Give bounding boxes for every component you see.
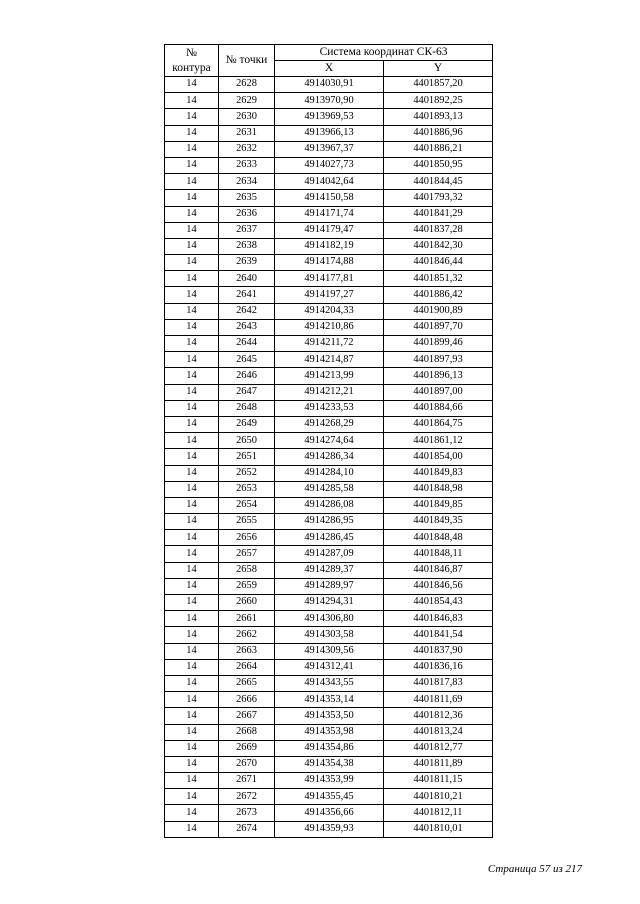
cell-contour: 14	[165, 578, 219, 594]
cell-x: 4914174,88	[275, 255, 384, 271]
table-row	[165, 530, 493, 546]
header-contour-number	[165, 45, 219, 77]
cell-y: 4401886,42	[384, 287, 493, 303]
table-row	[165, 773, 493, 789]
table-row	[165, 368, 493, 384]
cell-x: 4913970,90	[275, 93, 384, 109]
table-row	[165, 643, 493, 659]
cell-contour: 14	[165, 336, 219, 352]
cell-x: 4914177,81	[275, 271, 384, 287]
table-row	[165, 384, 493, 400]
cell-x: 4914289,37	[275, 562, 384, 578]
table-row	[165, 303, 493, 319]
cell-y: 4401810,01	[384, 821, 493, 837]
cell-contour: 14	[165, 659, 219, 675]
cell-contour: 14	[165, 368, 219, 384]
cell-contour: 14	[165, 773, 219, 789]
cell-contour: 14	[165, 724, 219, 740]
table-row	[165, 336, 493, 352]
cell-x: 4914042,64	[275, 174, 384, 190]
cell-point: 2647	[219, 384, 275, 400]
header-contour-number-line1: №	[186, 47, 197, 60]
cell-point: 2642	[219, 303, 275, 319]
cell-contour: 14	[165, 433, 219, 449]
cell-x: 4914353,14	[275, 692, 384, 708]
table-row	[165, 174, 493, 190]
cell-x: 4914286,34	[275, 449, 384, 465]
cell-point: 2638	[219, 238, 275, 254]
cell-y: 4401897,93	[384, 352, 493, 368]
cell-y: 4401817,83	[384, 675, 493, 691]
cell-point: 2651	[219, 449, 275, 465]
table-row	[165, 789, 493, 805]
table-row	[165, 77, 493, 93]
cell-y: 4401846,56	[384, 578, 493, 594]
cell-point: 2636	[219, 206, 275, 222]
cell-contour: 14	[165, 643, 219, 659]
table-row	[165, 659, 493, 675]
cell-contour: 14	[165, 514, 219, 530]
cell-point: 2646	[219, 368, 275, 384]
table-row	[165, 93, 493, 109]
cell-contour: 14	[165, 675, 219, 691]
header-y: Y	[384, 61, 493, 77]
cell-y: 4401846,44	[384, 255, 493, 271]
cell-contour: 14	[165, 497, 219, 513]
cell-x: 4914027,73	[275, 157, 384, 173]
cell-y: 4401854,43	[384, 595, 493, 611]
cell-point: 2644	[219, 336, 275, 352]
cell-x: 4914343,55	[275, 675, 384, 691]
cell-y: 4401810,21	[384, 789, 493, 805]
cell-point: 2645	[219, 352, 275, 368]
cell-contour: 14	[165, 271, 219, 287]
cell-x: 4914359,93	[275, 821, 384, 837]
cell-y: 4401899,46	[384, 336, 493, 352]
table-row	[165, 255, 493, 271]
cell-point: 2643	[219, 319, 275, 335]
table-row	[165, 805, 493, 821]
cell-contour: 14	[165, 222, 219, 238]
table-row	[165, 611, 493, 627]
cell-point: 2641	[219, 287, 275, 303]
cell-x: 4914213,99	[275, 368, 384, 384]
cell-point: 2660	[219, 595, 275, 611]
cell-x: 4914171,74	[275, 206, 384, 222]
table-row	[165, 740, 493, 756]
cell-contour: 14	[165, 109, 219, 125]
cell-y: 4401851,32	[384, 271, 493, 287]
table-row	[165, 352, 493, 368]
cell-y: 4401850,95	[384, 157, 493, 173]
cell-contour: 14	[165, 708, 219, 724]
cell-x: 4914197,27	[275, 287, 384, 303]
cell-point: 2640	[219, 271, 275, 287]
cell-point: 2655	[219, 514, 275, 530]
table-row	[165, 578, 493, 594]
cell-y: 4401844,45	[384, 174, 493, 190]
cell-y: 4401837,28	[384, 222, 493, 238]
header-contour-number-line2: контура	[172, 61, 211, 74]
cell-x: 4914182,19	[275, 238, 384, 254]
cell-y: 4401793,32	[384, 190, 493, 206]
cell-point: 2672	[219, 789, 275, 805]
cell-point: 2669	[219, 740, 275, 756]
cell-y: 4401896,13	[384, 368, 493, 384]
cell-point: 2630	[219, 109, 275, 125]
cell-contour: 14	[165, 125, 219, 141]
cell-contour: 14	[165, 789, 219, 805]
cell-y: 4401842,30	[384, 238, 493, 254]
cell-x: 4914233,53	[275, 400, 384, 416]
cell-contour: 14	[165, 416, 219, 432]
cell-point: 2667	[219, 708, 275, 724]
cell-x: 4914204,33	[275, 303, 384, 319]
cell-y: 4401892,25	[384, 93, 493, 109]
cell-y: 4401884,66	[384, 400, 493, 416]
cell-x: 4914284,10	[275, 465, 384, 481]
cell-point: 2634	[219, 174, 275, 190]
table-row	[165, 724, 493, 740]
cell-y: 4401893,13	[384, 109, 493, 125]
cell-x: 4914268,29	[275, 416, 384, 432]
cell-y: 4401846,87	[384, 562, 493, 578]
cell-point: 2637	[219, 222, 275, 238]
cell-y: 4401812,77	[384, 740, 493, 756]
table-row	[165, 497, 493, 513]
page-number-footer: Страница 57 из 217	[487, 863, 582, 875]
cell-contour: 14	[165, 805, 219, 821]
cell-contour: 14	[165, 562, 219, 578]
cell-x: 4914353,99	[275, 773, 384, 789]
cell-contour: 14	[165, 740, 219, 756]
cell-x: 4914303,58	[275, 627, 384, 643]
cell-y: 4401848,11	[384, 546, 493, 562]
cell-y: 4401841,54	[384, 627, 493, 643]
cell-x: 4914286,08	[275, 497, 384, 513]
cell-contour: 14	[165, 319, 219, 335]
table-row	[165, 157, 493, 173]
cell-y: 4401857,20	[384, 77, 493, 93]
cell-point: 2652	[219, 465, 275, 481]
header-x: X	[275, 61, 384, 77]
cell-contour: 14	[165, 595, 219, 611]
table-row	[165, 433, 493, 449]
cell-x: 4914355,45	[275, 789, 384, 805]
cell-x: 4913967,37	[275, 141, 384, 157]
cell-x: 4914354,38	[275, 756, 384, 772]
cell-y: 4401849,85	[384, 497, 493, 513]
cell-x: 4913966,13	[275, 125, 384, 141]
cell-y: 4401841,29	[384, 206, 493, 222]
cell-x: 4914356,66	[275, 805, 384, 821]
cell-contour: 14	[165, 287, 219, 303]
table-row	[165, 319, 493, 335]
cell-x: 4914289,97	[275, 578, 384, 594]
cell-contour: 14	[165, 255, 219, 271]
cell-y: 4401812,11	[384, 805, 493, 821]
cell-contour: 14	[165, 465, 219, 481]
cell-contour: 14	[165, 530, 219, 546]
table-row	[165, 416, 493, 432]
cell-contour: 14	[165, 141, 219, 157]
cell-x: 4914210,86	[275, 319, 384, 335]
cell-y: 4401886,96	[384, 125, 493, 141]
cell-contour: 14	[165, 77, 219, 93]
cell-x: 4913969,53	[275, 109, 384, 125]
cell-y: 4401886,21	[384, 141, 493, 157]
cell-y: 4401811,15	[384, 773, 493, 789]
cell-contour: 14	[165, 174, 219, 190]
table-row	[165, 821, 493, 837]
cell-point: 2654	[219, 497, 275, 513]
cell-y: 4401811,69	[384, 692, 493, 708]
table-row	[165, 595, 493, 611]
table-row	[165, 481, 493, 497]
cell-point: 2649	[219, 416, 275, 432]
cell-y: 4401836,16	[384, 659, 493, 675]
cell-y: 4401811,89	[384, 756, 493, 772]
cell-x: 4914286,95	[275, 514, 384, 530]
cell-point: 2668	[219, 724, 275, 740]
cell-y: 4401848,48	[384, 530, 493, 546]
cell-y: 4401849,83	[384, 465, 493, 481]
cell-point: 2661	[219, 611, 275, 627]
cell-x: 4914287,09	[275, 546, 384, 562]
cell-contour: 14	[165, 157, 219, 173]
cell-point: 2650	[219, 433, 275, 449]
cell-x: 4914354,86	[275, 740, 384, 756]
cell-point: 2632	[219, 141, 275, 157]
cell-y: 4401837,90	[384, 643, 493, 659]
cell-point: 2670	[219, 756, 275, 772]
cell-point: 2629	[219, 93, 275, 109]
cell-point: 2656	[219, 530, 275, 546]
cell-contour: 14	[165, 93, 219, 109]
cell-x: 4914285,58	[275, 481, 384, 497]
cell-point: 2653	[219, 481, 275, 497]
cell-point: 2671	[219, 773, 275, 789]
cell-point: 2666	[219, 692, 275, 708]
table-row	[165, 675, 493, 691]
cell-x: 4914309,56	[275, 643, 384, 659]
cell-x: 4914286,45	[275, 530, 384, 546]
cell-x: 4914179,47	[275, 222, 384, 238]
header-point-number: № точки	[219, 45, 275, 77]
cell-x: 4914294,31	[275, 595, 384, 611]
cell-contour: 14	[165, 449, 219, 465]
cell-x: 4914214,87	[275, 352, 384, 368]
cell-contour: 14	[165, 756, 219, 772]
cell-x: 4914212,21	[275, 384, 384, 400]
cell-contour: 14	[165, 206, 219, 222]
cell-y: 4401864,75	[384, 416, 493, 432]
cell-contour: 14	[165, 352, 219, 368]
cell-y: 4401861,12	[384, 433, 493, 449]
cell-point: 2639	[219, 255, 275, 271]
cell-contour: 14	[165, 546, 219, 562]
cell-contour: 14	[165, 821, 219, 837]
table-row	[165, 627, 493, 643]
cell-point: 2648	[219, 400, 275, 416]
cell-x: 4914274,64	[275, 433, 384, 449]
cell-y: 4401897,00	[384, 384, 493, 400]
cell-x: 4914150,58	[275, 190, 384, 206]
cell-point: 2635	[219, 190, 275, 206]
cell-point: 2658	[219, 562, 275, 578]
table-row	[165, 109, 493, 125]
cell-y: 4401846,83	[384, 611, 493, 627]
table-row	[165, 708, 493, 724]
table-row	[165, 562, 493, 578]
cell-point: 2673	[219, 805, 275, 821]
cell-y: 4401900,89	[384, 303, 493, 319]
table-row	[165, 449, 493, 465]
cell-contour: 14	[165, 238, 219, 254]
table-header	[165, 45, 493, 77]
table-row	[165, 287, 493, 303]
cell-contour: 14	[165, 400, 219, 416]
cell-contour: 14	[165, 384, 219, 400]
cell-point: 2633	[219, 157, 275, 173]
cell-point: 2664	[219, 659, 275, 675]
cell-point: 2631	[219, 125, 275, 141]
cell-contour: 14	[165, 611, 219, 627]
cell-y: 4401812,36	[384, 708, 493, 724]
table-row	[165, 400, 493, 416]
cell-x: 4914030,91	[275, 77, 384, 93]
cell-contour: 14	[165, 481, 219, 497]
cell-point: 2662	[219, 627, 275, 643]
cell-point: 2628	[219, 77, 275, 93]
cell-contour: 14	[165, 627, 219, 643]
cell-x: 4914353,50	[275, 708, 384, 724]
table-row	[165, 141, 493, 157]
cell-point: 2674	[219, 821, 275, 837]
table-body	[165, 77, 493, 838]
cell-x: 4914312,41	[275, 659, 384, 675]
cell-point: 2657	[219, 546, 275, 562]
table-row	[165, 206, 493, 222]
cell-y: 4401813,24	[384, 724, 493, 740]
coordinates-table	[164, 44, 493, 838]
cell-contour: 14	[165, 303, 219, 319]
cell-point: 2663	[219, 643, 275, 659]
table-row	[165, 546, 493, 562]
table-row	[165, 756, 493, 772]
table-row	[165, 271, 493, 287]
cell-x: 4914306,80	[275, 611, 384, 627]
cell-y: 4401849,35	[384, 514, 493, 530]
table-row	[165, 692, 493, 708]
table-row	[165, 222, 493, 238]
cell-contour: 14	[165, 190, 219, 206]
cell-x: 4914211,72	[275, 336, 384, 352]
table-row	[165, 125, 493, 141]
cell-y: 4401848,98	[384, 481, 493, 497]
header-coordinate-system: Система координат СК-63	[275, 45, 493, 61]
table-row	[165, 465, 493, 481]
table-row	[165, 190, 493, 206]
cell-contour: 14	[165, 692, 219, 708]
cell-point: 2665	[219, 675, 275, 691]
table-row	[165, 238, 493, 254]
cell-y: 4401897,70	[384, 319, 493, 335]
table-row	[165, 514, 493, 530]
cell-point: 2659	[219, 578, 275, 594]
cell-x: 4914353,98	[275, 724, 384, 740]
cell-y: 4401854,00	[384, 449, 493, 465]
